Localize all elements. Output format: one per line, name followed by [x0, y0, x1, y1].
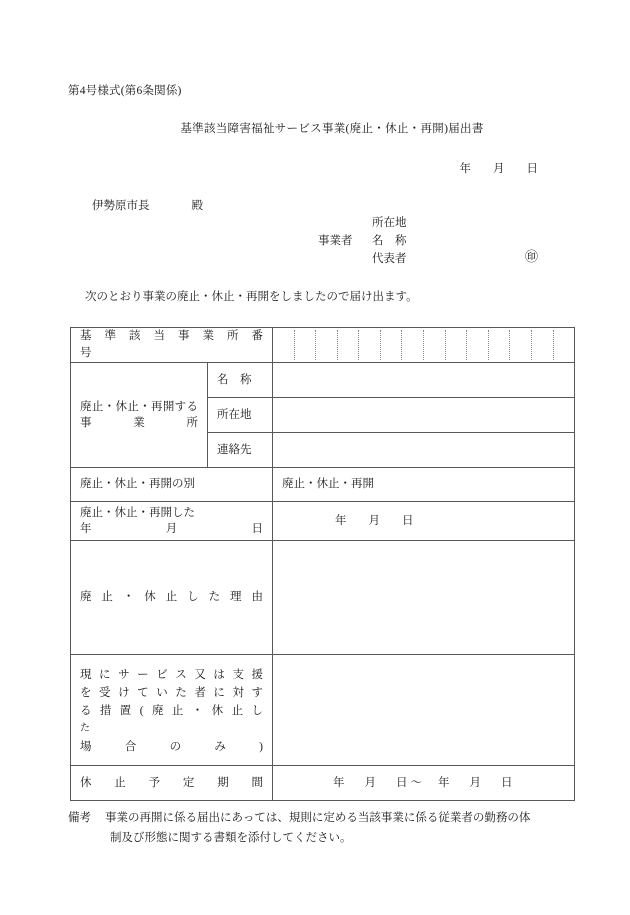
- office-name-label: 名 称: [217, 373, 252, 386]
- suspension-period-value: [273, 775, 574, 792]
- digit-box[interactable]: [510, 330, 532, 360]
- office-number-value-cell[interactable]: [273, 328, 575, 363]
- action-date-day-label: 日: [402, 514, 414, 527]
- applicant-group-label: 事業者: [318, 235, 353, 247]
- period-end-year-label: 年: [438, 776, 450, 789]
- measures-label-line3-main: る措置(廃止・休止し: [80, 704, 263, 717]
- applicant-row-representative: [318, 249, 539, 268]
- addressee: [92, 197, 203, 213]
- period-end-month-label: 月: [469, 776, 481, 789]
- reason-value-cell[interactable]: [273, 541, 575, 655]
- table-row-action-date: [71, 502, 575, 541]
- period-start-day-label: 日: [396, 776, 408, 789]
- measures-label-line3-sub: た: [80, 722, 90, 734]
- applicant-row-name: [318, 232, 407, 250]
- measures-label: [71, 660, 272, 761]
- table-row-office-name: [71, 363, 575, 398]
- table-row-measures: [71, 655, 575, 766]
- suspension-period-label-cell: [71, 766, 273, 801]
- table-row-category: [71, 468, 575, 502]
- applicant-location-label: 所在地: [372, 217, 407, 229]
- addressee-name: 伊勢原市長: [92, 200, 150, 212]
- applicant-representative-label: 代表者: [372, 253, 407, 265]
- applicant-row-location: [318, 214, 407, 232]
- office-contact-label: 連絡先: [217, 443, 252, 456]
- digit-box[interactable]: [554, 330, 575, 360]
- measures-value-cell[interactable]: [273, 655, 575, 766]
- category-label: 廃止・休止・再開の別: [80, 478, 195, 490]
- applicant-name-label: 名 称: [372, 235, 407, 247]
- office-number-digit-boxes: [273, 330, 574, 360]
- digit-box[interactable]: [532, 330, 554, 360]
- applicant-block: [318, 214, 539, 268]
- digit-box[interactable]: [338, 330, 360, 360]
- period-separator: ～: [410, 776, 422, 789]
- remark-line-1: [68, 808, 578, 828]
- measures-label-line4: 場 合 の み ): [80, 740, 263, 753]
- document-title: 基準該当障害福祉サービス事業(廃止・休止・再開)届出書: [180, 123, 484, 135]
- digit-box[interactable]: [381, 330, 403, 360]
- office-contact-value-cell[interactable]: [273, 433, 575, 468]
- period-end-day-label: 日: [501, 776, 513, 789]
- action-date-value-cell[interactable]: [273, 502, 575, 541]
- digit-box[interactable]: [489, 330, 511, 360]
- office-number-label-cell: [71, 328, 273, 363]
- category-label-cell: [71, 468, 273, 502]
- category-value: 廃止・休止・再開: [282, 478, 374, 490]
- action-date-year-label: 年: [335, 514, 347, 527]
- action-date-label-line2: 年 月 日: [80, 523, 263, 535]
- office-location-label: 所在地: [217, 408, 252, 421]
- office-location-value-cell[interactable]: [273, 398, 575, 433]
- lead-sentence: 次のとおり事業の廃止・休止・再開をしましたので届け出ます。: [85, 291, 418, 303]
- measures-label-line2: を受けていた者に対す: [80, 686, 263, 699]
- addressee-honorific: 殿: [191, 200, 203, 212]
- submission-year-label: 年: [459, 163, 471, 175]
- remark-tag: 備考: [68, 812, 91, 824]
- table-row-office-number: [71, 328, 575, 363]
- measures-label-line3: [80, 702, 263, 738]
- digit-box[interactable]: [295, 330, 317, 360]
- office-name-value-cell[interactable]: [273, 363, 575, 398]
- form-code: 第4号様式(第6条関係): [68, 85, 182, 97]
- action-date-label-line1: 廃止・休止・再開した: [80, 507, 195, 519]
- target-office-label-line1: 廃止・休止・再開する: [80, 401, 198, 413]
- action-date-month-label: 月: [368, 514, 380, 527]
- office-contact-label-cell: [208, 433, 273, 468]
- suspension-period-label: 休 止 予 定 期 間: [80, 776, 263, 789]
- action-date-value: [273, 513, 574, 530]
- suspension-period-value-cell[interactable]: [273, 766, 575, 801]
- action-date-label: [71, 502, 272, 540]
- period-start-month-label: 月: [364, 776, 376, 789]
- category-value-cell[interactable]: [273, 468, 575, 502]
- digit-box[interactable]: [316, 330, 338, 360]
- table-row-suspension-period: [71, 766, 575, 801]
- measures-label-line1: 現にサービス又は支援: [80, 668, 263, 681]
- target-office-label-cell: [71, 363, 208, 468]
- submission-date-line: [460, 160, 539, 176]
- office-location-label-cell: [208, 398, 273, 433]
- remark-text-1: 事業の再開に係る届出にあっては、規則に定める当該事業に係る従業者の勤務の体: [105, 812, 531, 824]
- digit-box[interactable]: [359, 330, 381, 360]
- seal-icon: ㊞: [525, 249, 539, 264]
- period-start-year-label: 年: [333, 776, 345, 789]
- action-date-label-cell: [71, 502, 273, 541]
- target-office-label: [71, 396, 207, 434]
- target-office-label-line2: 事 業 所: [80, 417, 198, 429]
- measures-label-cell: [71, 655, 273, 766]
- office-number-label: 基 準 該 当 事 業 所 番 号: [80, 330, 275, 359]
- remark-note: [68, 808, 578, 848]
- digit-box[interactable]: [424, 330, 446, 360]
- submission-month-label: 月: [493, 163, 505, 175]
- remark-line-2: 制及び形態に関する書類を添付してください。: [110, 832, 352, 844]
- digit-box[interactable]: [273, 330, 295, 360]
- digit-box[interactable]: [467, 330, 489, 360]
- notification-form-table: [70, 327, 575, 801]
- office-name-label-cell: [208, 363, 273, 398]
- table-row-reason: [71, 541, 575, 655]
- digit-box[interactable]: [402, 330, 424, 360]
- digit-box[interactable]: [446, 330, 468, 360]
- submission-day-label: 日: [526, 163, 538, 175]
- reason-label: 廃止・休止した理由: [80, 591, 263, 603]
- reason-label-cell: [71, 541, 273, 655]
